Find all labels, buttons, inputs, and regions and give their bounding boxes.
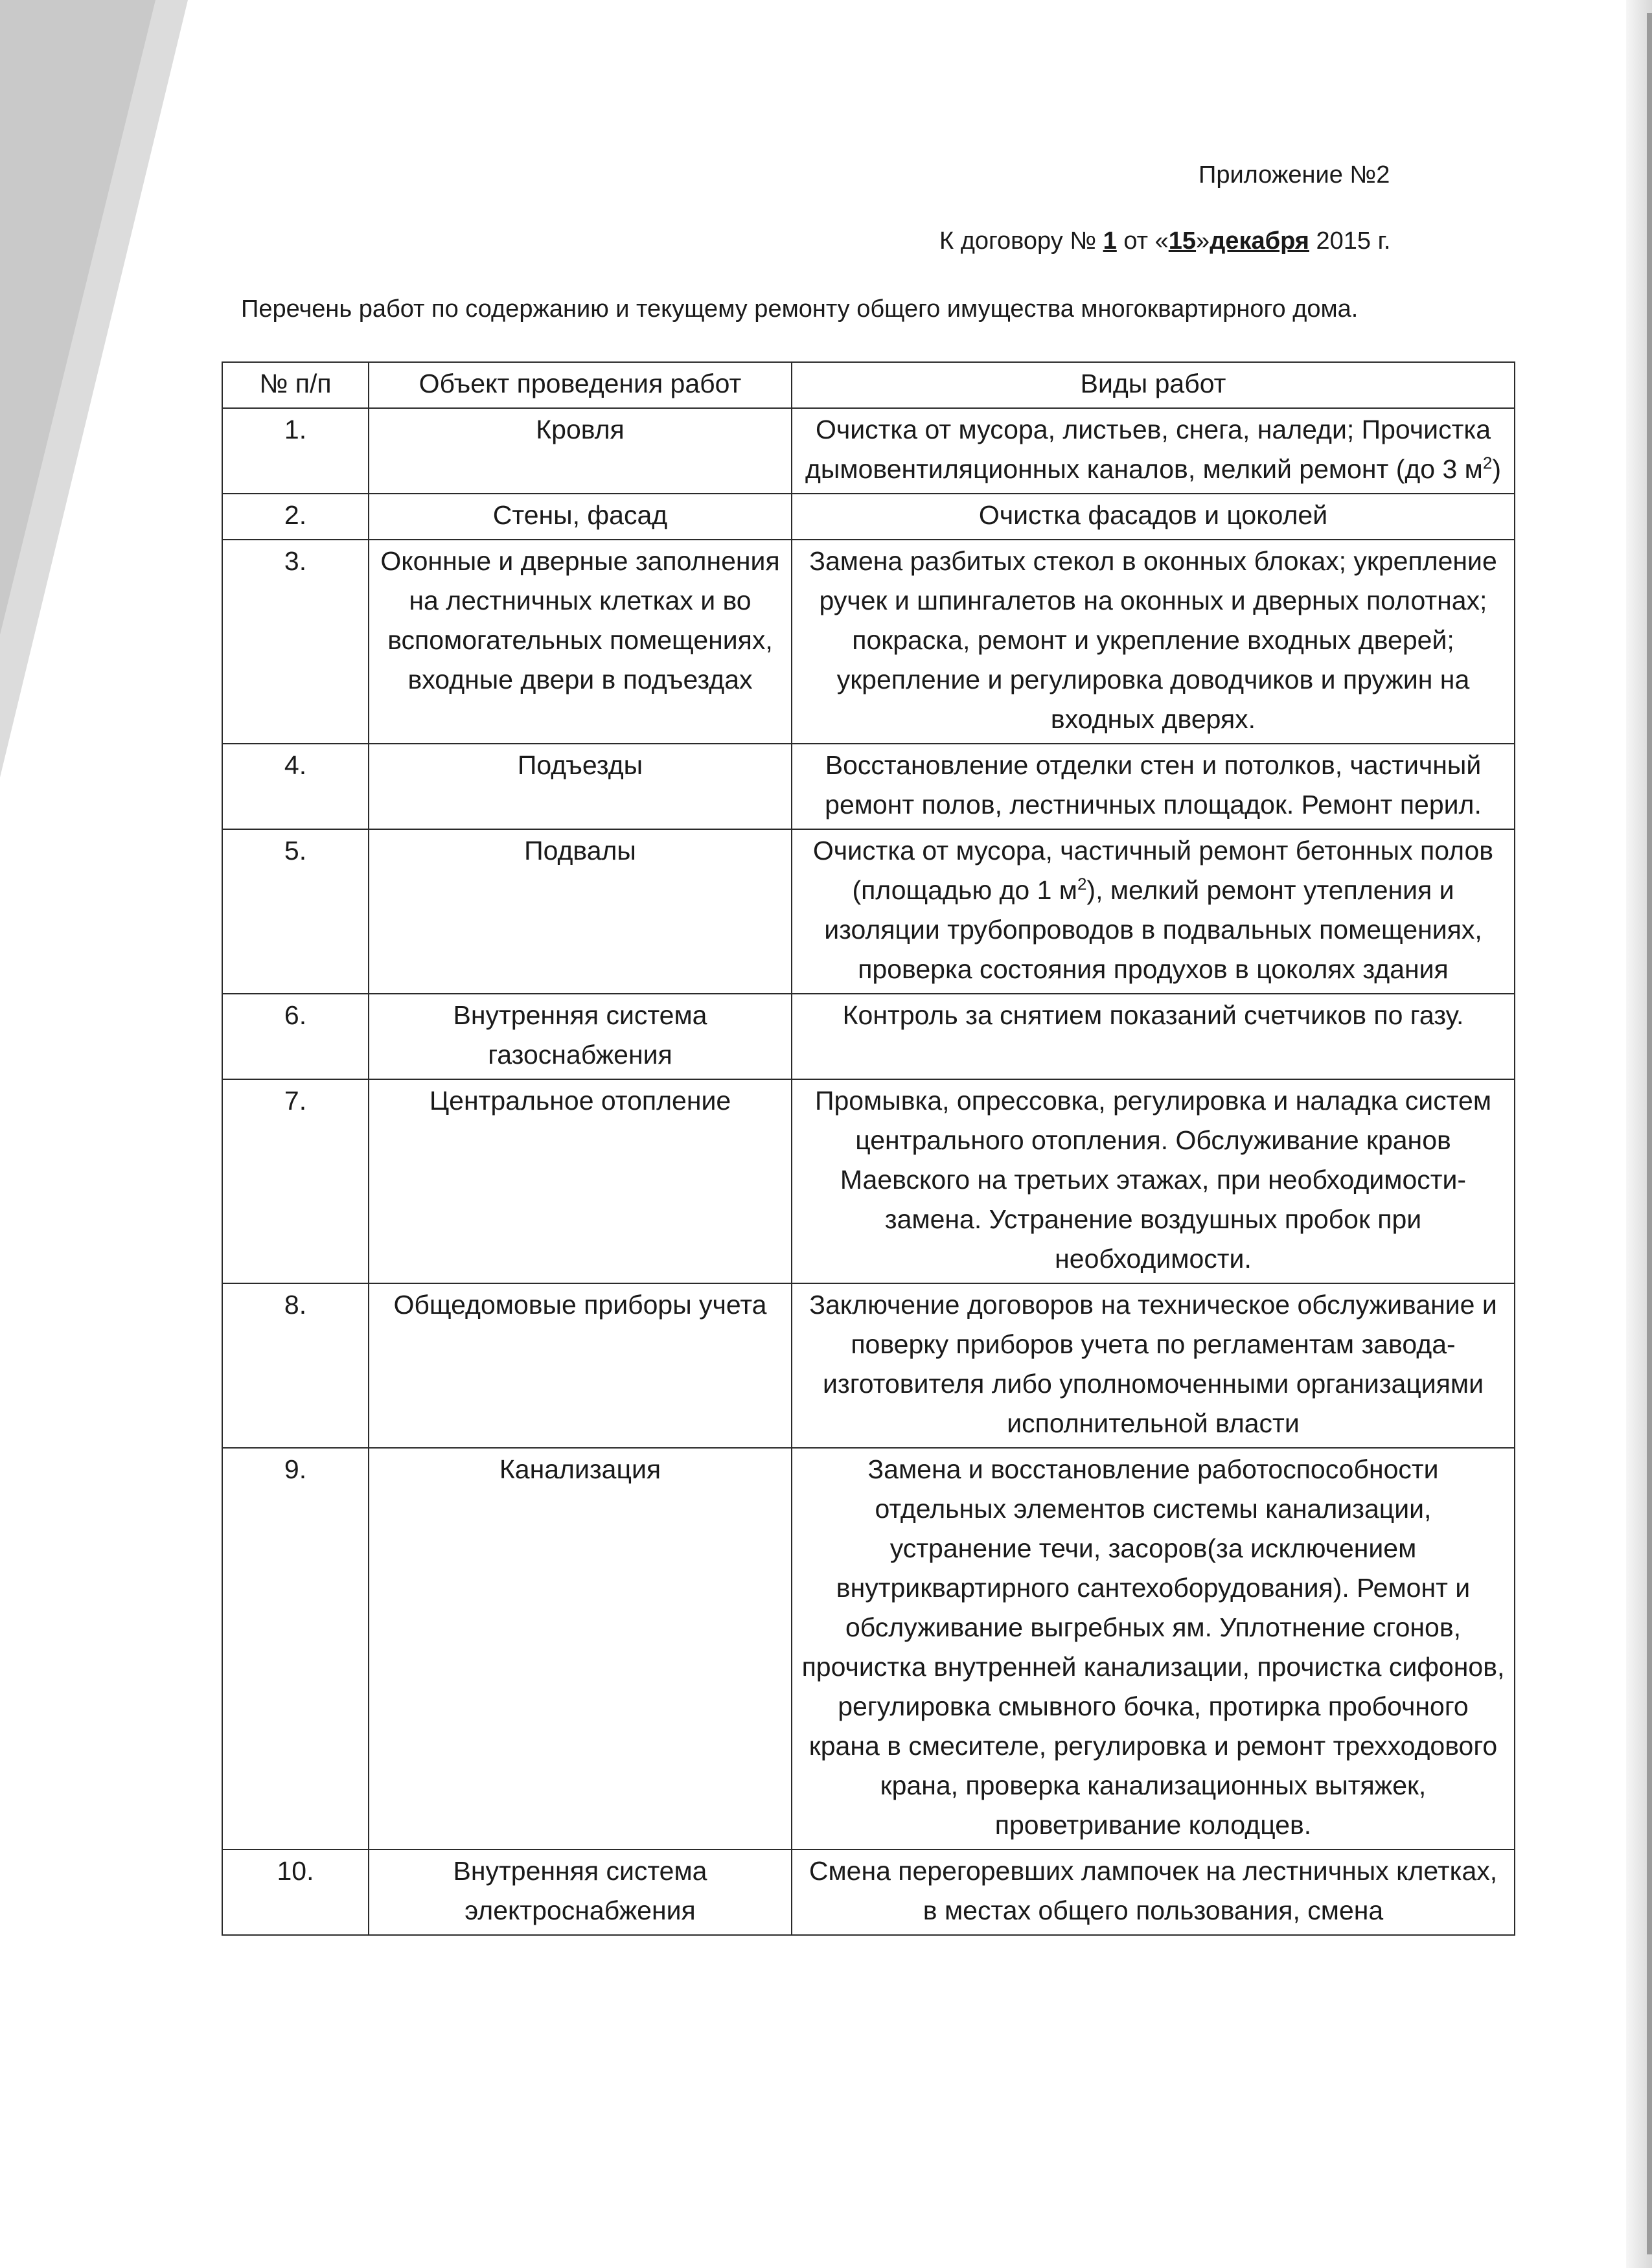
contract-quote-close: »: [1196, 227, 1210, 255]
row-works: [792, 408, 1515, 494]
row-object: Общедомовые приборы учета: [369, 1283, 792, 1448]
superscript: 2: [1077, 874, 1087, 894]
row-number: 3.: [222, 540, 369, 744]
scan-right-edge-line: [1647, 13, 1652, 2254]
works-table: [222, 361, 1515, 1936]
row-works-text: Очистка от мусора, листьев, снега, наледи; Прочистка дымовентиляционных каналов, мелкий ремонт (до 3 м: [805, 415, 1491, 484]
table-row: [222, 744, 1515, 829]
table-row: [222, 994, 1515, 1079]
table-row: [222, 1448, 1515, 1850]
row-works: Замена разбитых стекол в оконных блоках; укрепление ручек и шпингалетов на оконных и дверных полотнах; покраска, ремонт и укрепление входных дверей; укрепление и регулировка доводчиков и пружин на входных дверях.: [792, 540, 1515, 744]
row-object: Подъезды: [369, 744, 792, 829]
row-works-text: Очистка от мусора, частичный ремонт бетонных полов (площадью до 1 м: [812, 836, 1494, 905]
row-object: Стены, фасад: [369, 494, 792, 540]
row-works: Заключение договоров на техническое обслуживание и поверку приборов учета по регламентам завода-изготовителя либо уполномоченными организациями исполнительной власти: [792, 1283, 1515, 1448]
row-works: [792, 829, 1515, 994]
row-object: Центральное отопление: [369, 1079, 792, 1283]
row-number: 7.: [222, 1079, 369, 1283]
contract-month: декабря: [1210, 227, 1309, 255]
row-object: Оконные и дверные заполнения на лестничных клетках и во вспомогательных помещениях, входные двери в подъездах: [369, 540, 792, 744]
header-number: № п/п: [222, 362, 369, 408]
table-row: [222, 1283, 1515, 1448]
row-object: Внутренняя система электроснабжения: [369, 1850, 792, 1935]
contract-year: 2015 г.: [1316, 227, 1391, 255]
table-row: [222, 1850, 1515, 1935]
header-works: Виды работ: [792, 362, 1515, 408]
row-number: 1.: [222, 408, 369, 494]
row-works: Промывка, опрессовка, регулировка и наладка систем центрального отопления. Обслуживание кранов Маевского на третьих этажах, при необходимости-замена. Устранение воздушных пробок при необходимости.: [792, 1079, 1515, 1283]
table-row: [222, 494, 1515, 540]
row-number: 4.: [222, 744, 369, 829]
row-number: 5.: [222, 829, 369, 994]
table-row: [222, 1079, 1515, 1283]
table-row: [222, 829, 1515, 994]
row-object: Подвалы: [369, 829, 792, 994]
row-works: Замена и восстановление работоспособности отдельных элементов системы канализации, устранение течи, засоров(за исключением внутриквартирного сантехоборудования). Ремонт и обслуживание выгребных ям. Уплотнение сгонов, прочистка внутренней канализации, прочистка сифонов, регулировка смывного бочка, протирка пробочного крана в смесителе, регулировка и ремонт трехходового крана, проверка канализационных вытяжек, проветривание колодцев.: [792, 1448, 1515, 1850]
table-row: [222, 408, 1515, 494]
row-works: Очистка фасадов и цоколей: [792, 494, 1515, 540]
table-header-row: [222, 362, 1515, 408]
row-number: 6.: [222, 994, 369, 1079]
row-object: Канализация: [369, 1448, 792, 1850]
row-number: 8.: [222, 1283, 369, 1448]
table-row: [222, 540, 1515, 744]
row-works: Смена перегоревших лампочек на лестничных клетках, в местах общего пользования, смена: [792, 1850, 1515, 1935]
contract-prefix: К договору №: [939, 227, 1097, 255]
row-object: Внутренняя система газоснабжения: [369, 994, 792, 1079]
row-object: Кровля: [369, 408, 792, 494]
contract-from: от «: [1123, 227, 1169, 255]
contract-number: 1: [1103, 227, 1117, 255]
contract-reference: [939, 227, 1390, 257]
row-number: 2.: [222, 494, 369, 540]
row-works: Восстановление отделки стен и потолков, частичный ремонт полов, лестничных площадок. Ремонт перил.: [792, 744, 1515, 829]
scan-fold-corner: [0, 0, 155, 635]
appendix-label: Приложение №2: [1199, 161, 1390, 189]
header-object: Объект проведения работ: [369, 362, 792, 408]
row-number: 10.: [222, 1850, 369, 1935]
row-works-text-after: ): [1492, 454, 1501, 484]
row-number: 9.: [222, 1448, 369, 1850]
superscript: 2: [1482, 453, 1493, 473]
contract-day: 15: [1168, 227, 1197, 255]
row-works-text-after: ), мелкий ремонт утепления и изоляции трубопроводов в подвальных помещениях, проверка состояния продухов в цоколях здания: [824, 875, 1482, 984]
document-title: Перечень работ по содержанию и текущему ремонту общего имущества многоквартирного дома.: [241, 295, 1359, 323]
row-works: Контроль за снятием показаний счетчиков по газу.: [792, 994, 1515, 1079]
